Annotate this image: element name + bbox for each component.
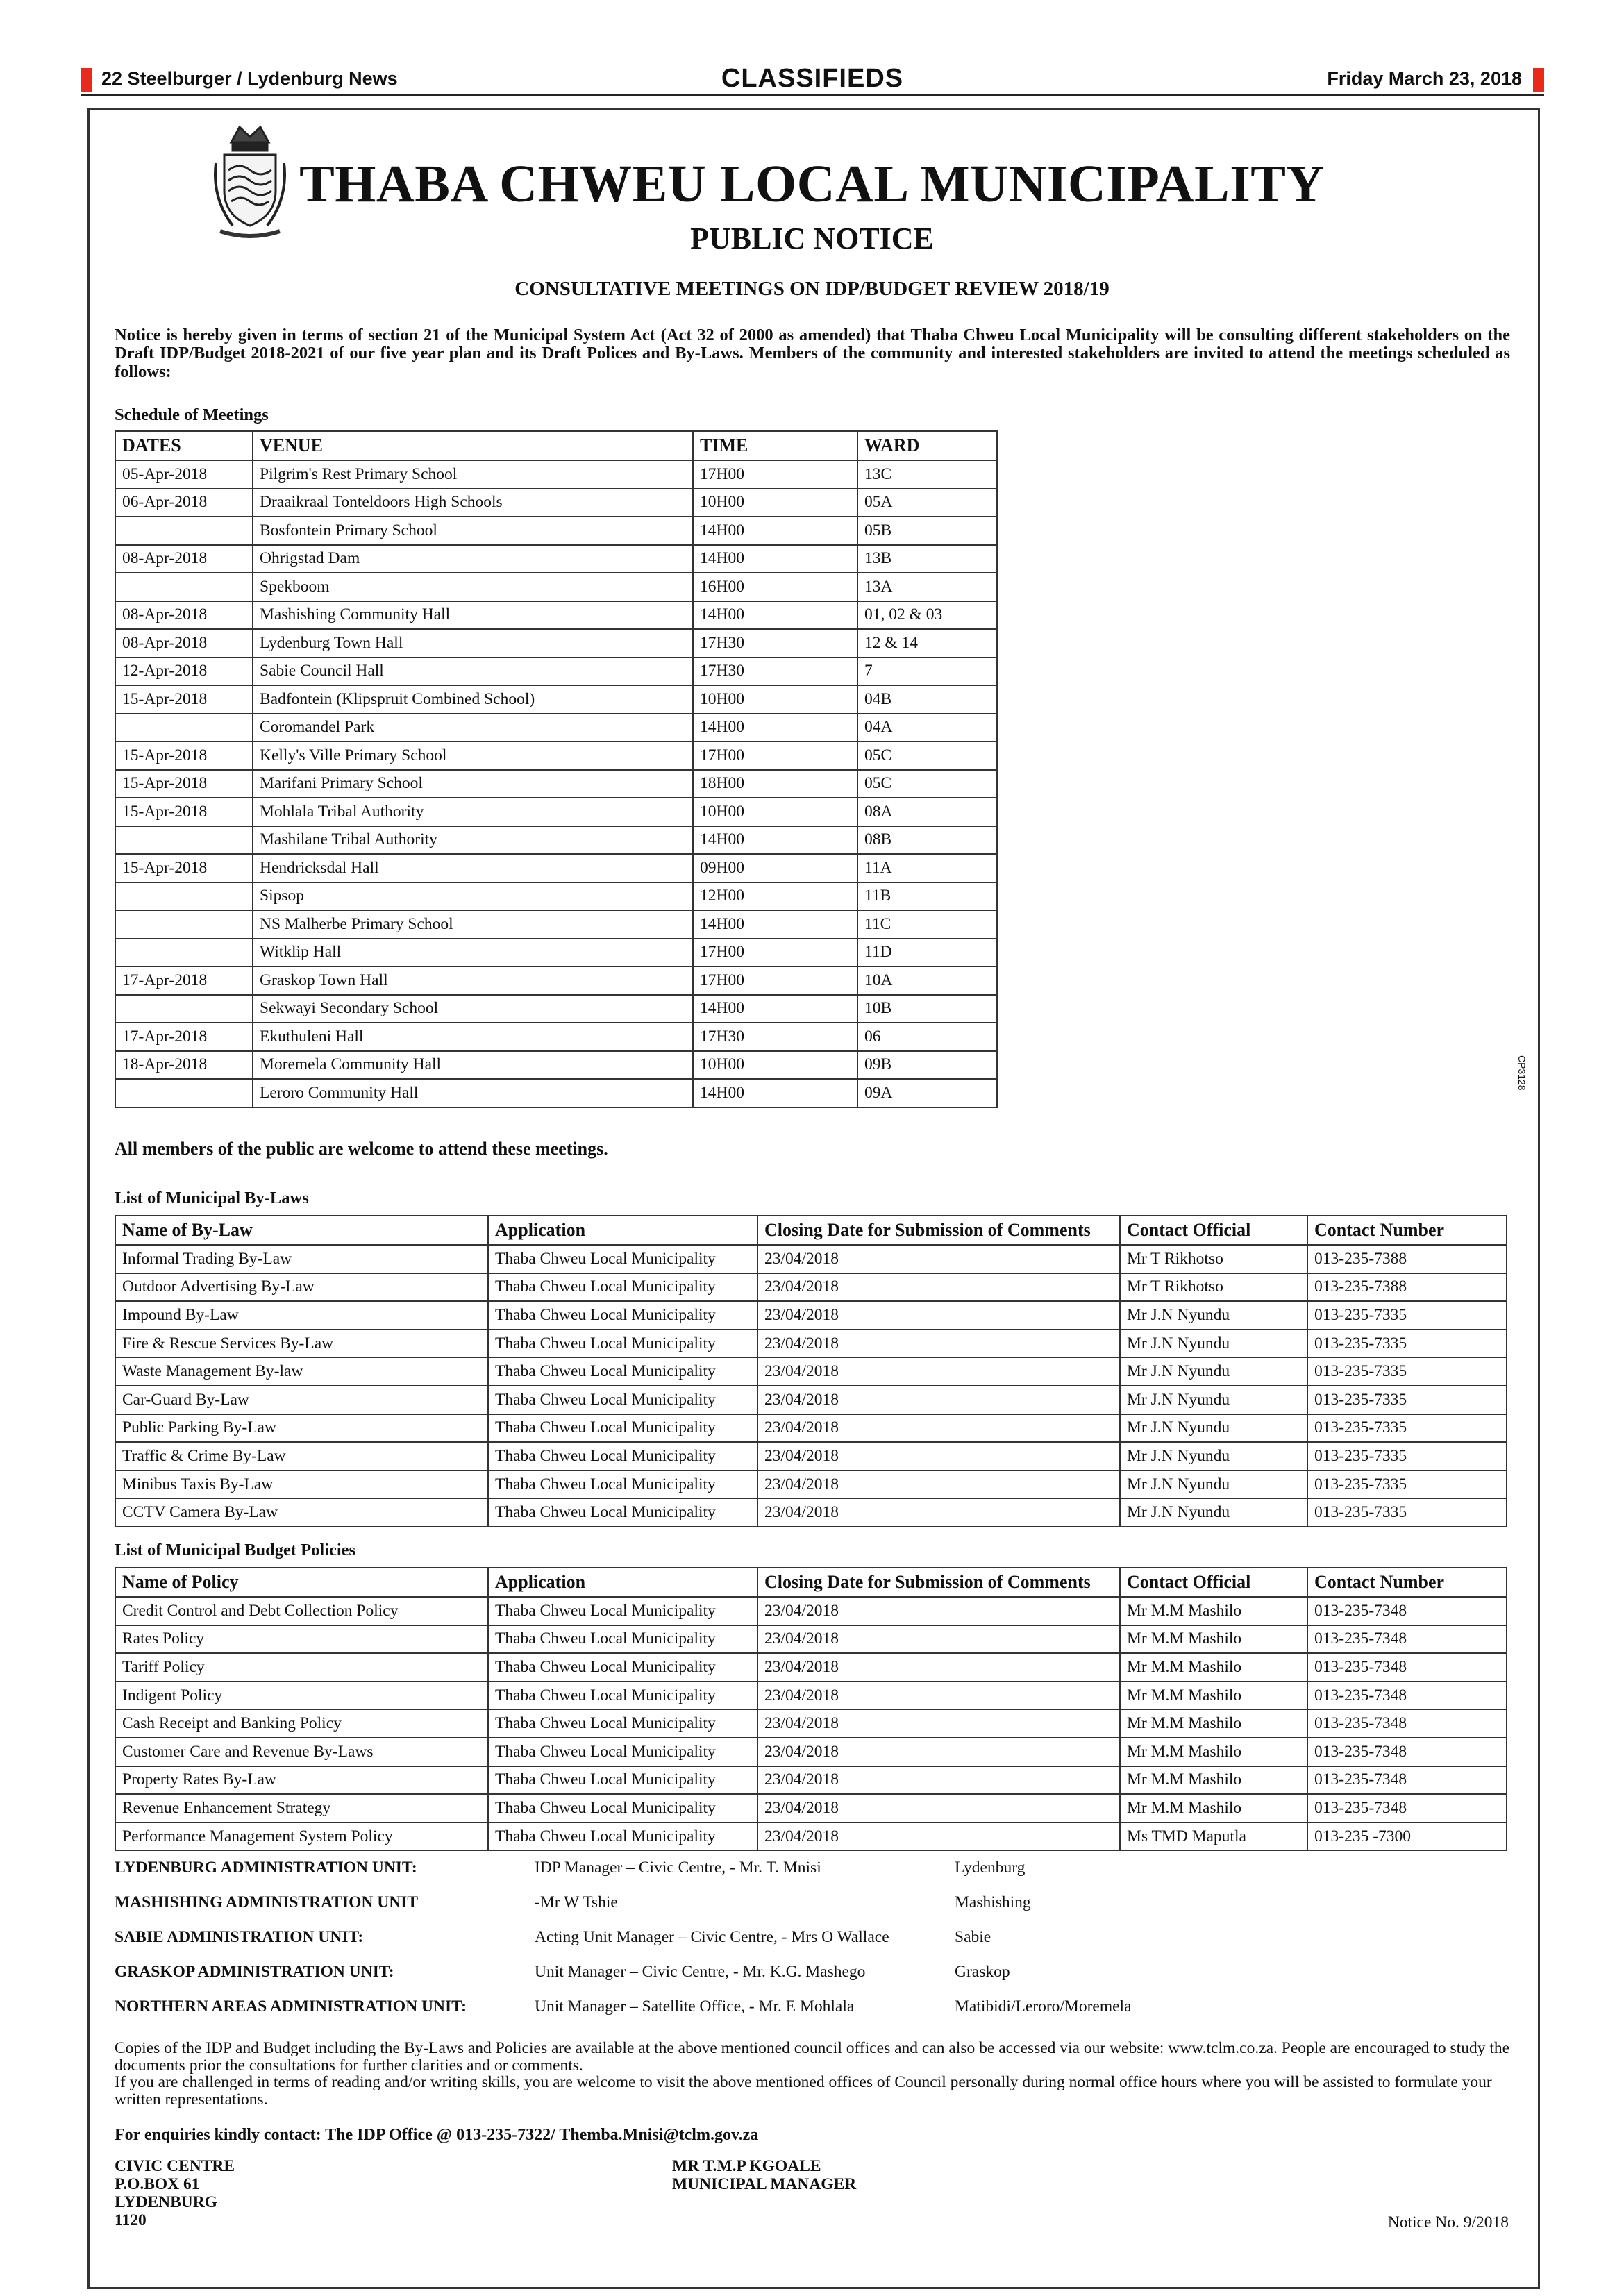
- table-cell: 18H00: [693, 770, 857, 798]
- table-cell: [115, 995, 253, 1023]
- table-cell: Tariff Policy: [115, 1653, 488, 1682]
- table-cell: Ekuthuleni Hall: [253, 1023, 693, 1051]
- table-row: [115, 826, 997, 855]
- table-row: [115, 995, 997, 1023]
- table-cell: [115, 882, 253, 911]
- table-cell: 12H00: [693, 882, 857, 911]
- admin-unit-contact: -Mr W Tshie: [535, 1893, 618, 1911]
- table-cell: Graskop Town Hall: [253, 966, 693, 995]
- table-cell: 13B: [857, 545, 997, 573]
- table-cell: 15-Apr-2018: [115, 798, 253, 826]
- table-cell: 15-Apr-2018: [115, 854, 253, 882]
- admin-unit-name: GRASKOP ADMINISTRATION UNIT:: [115, 1963, 394, 1981]
- table-cell: Thaba Chweu Local Municipality: [488, 1245, 757, 1273]
- table-cell: 17H00: [693, 741, 857, 770]
- table-cell: Mohlala Tribal Authority: [253, 798, 693, 826]
- table-row: [115, 770, 997, 798]
- table-cell: 23/04/2018: [757, 1357, 1120, 1386]
- table-cell: Mr J.N Nyundu: [1120, 1386, 1307, 1414]
- notice-heading: CONSULTATIVE MEETINGS ON IDP/BUDGET REVIEW 2018/19: [514, 278, 1110, 300]
- table-cell: 14H00: [693, 910, 857, 939]
- issue-date: Friday March 23, 2018: [1327, 68, 1522, 89]
- table-cell: Bosfontein Primary School: [253, 517, 693, 545]
- table-cell: 17H00: [693, 939, 857, 967]
- table-cell: Ms TMD Maputla: [1120, 1822, 1307, 1851]
- table-cell: 7: [857, 657, 997, 686]
- table-cell: 23/04/2018: [757, 1653, 1120, 1682]
- table-cell: Mr M.M Mashilo: [1120, 1625, 1307, 1654]
- table-cell: Cash Receipt and Banking Policy: [115, 1709, 488, 1738]
- table-cell: 09H00: [693, 854, 857, 882]
- table-cell: 06: [857, 1023, 997, 1051]
- table-row: [115, 939, 997, 967]
- table-cell: 06-Apr-2018: [115, 489, 253, 517]
- table-cell: 16H00: [693, 573, 857, 601]
- table-cell: 013-235-7335: [1307, 1414, 1507, 1443]
- table-cell: Mr J.N Nyundu: [1120, 1470, 1307, 1499]
- admin-unit-name: NORTHERN AREAS ADMINISTRATION UNIT:: [115, 1997, 467, 2016]
- table-cell: 05C: [857, 741, 997, 770]
- table-cell: CCTV Camera By-Law: [115, 1498, 488, 1527]
- col-header: WARD: [857, 431, 997, 460]
- table-row: [115, 1245, 1507, 1273]
- admin-unit-contact: Unit Manager – Satellite Office, - Mr. E Mohlala: [535, 1997, 855, 2016]
- table-cell: 05-Apr-2018: [115, 460, 253, 489]
- table-cell: 013-235-7348: [1307, 1653, 1507, 1682]
- table-cell: Coromandel Park: [253, 714, 693, 742]
- table-cell: Mr J.N Nyundu: [1120, 1498, 1307, 1527]
- table-cell: 11B: [857, 882, 997, 911]
- table-row: [115, 1273, 1507, 1302]
- table-row: [115, 882, 997, 911]
- table-cell: [115, 910, 253, 939]
- bylaws-header-row: [115, 1216, 1507, 1245]
- table-cell: Waste Management By-law: [115, 1357, 488, 1386]
- table-cell: 013-235-7348: [1307, 1766, 1507, 1795]
- notice-number: Notice No. 9/2018: [1387, 2213, 1509, 2231]
- table-cell: Traffic & Crime By-Law: [115, 1442, 488, 1470]
- table-row: [115, 1330, 1507, 1358]
- table-cell: 18-Apr-2018: [115, 1051, 253, 1080]
- admin-unit-name: SABIE ADMINISTRATION UNIT:: [115, 1928, 364, 1946]
- table-row: [115, 1682, 1507, 1710]
- table-row: [115, 629, 997, 657]
- table-cell: 05B: [857, 517, 997, 545]
- col-header: Application: [488, 1568, 757, 1597]
- table-cell: 23/04/2018: [757, 1245, 1120, 1273]
- signatory: [672, 2158, 856, 2194]
- table-cell: 13C: [857, 460, 997, 489]
- table-cell: Draaikraal Tonteldoors High Schools: [253, 489, 693, 517]
- table-cell: Kelly's Ville Primary School: [253, 741, 693, 770]
- address-line: 1120: [115, 2211, 147, 2229]
- table-cell: 013-235-7335: [1307, 1442, 1507, 1470]
- table-cell: 013-235-7348: [1307, 1738, 1507, 1766]
- table-cell: Thaba Chweu Local Municipality: [488, 1414, 757, 1443]
- table-cell: 10H00: [693, 685, 857, 714]
- table-row: [115, 1625, 1507, 1654]
- table-cell: 013-235-7335: [1307, 1301, 1507, 1330]
- table-cell: Mr M.M Mashilo: [1120, 1766, 1307, 1795]
- table-cell: 23/04/2018: [757, 1625, 1120, 1654]
- table-cell: 013-235-7335: [1307, 1357, 1507, 1386]
- col-header: Name of Policy: [115, 1568, 488, 1597]
- table-cell: 17-Apr-2018: [115, 966, 253, 995]
- table-cell: Thaba Chweu Local Municipality: [488, 1330, 757, 1358]
- table-cell: Thaba Chweu Local Municipality: [488, 1682, 757, 1710]
- table-row: [115, 1822, 1507, 1851]
- intro-paragraph: Notice is hereby given in terms of section 21 of the Municipal System Act (Act 32 of 2000 as amended) that Thaba Chweu Local Municipality will be consulting different stakeholders on the Draft IDP/Budget 2018-2021 of our five year plan and its Draft Polices and By-Laws. Members of the community and interested stakeholders are invited to attend the meetings scheduled as follows:: [115, 326, 1510, 381]
- signatory-name: MR T.M.P KGOALE: [672, 2157, 821, 2175]
- table-cell: 01, 02 & 03: [857, 601, 997, 630]
- admin-unit-place: Mashishing: [955, 1893, 1031, 1911]
- admin-unit-place: Matibidi/Leroro/Moremela: [955, 1997, 1132, 2016]
- table-cell: Spekboom: [253, 573, 693, 601]
- table-cell: 23/04/2018: [757, 1442, 1120, 1470]
- table-row: [115, 1414, 1507, 1443]
- table-cell: Mr J.N Nyundu: [1120, 1301, 1307, 1330]
- table-cell: 05A: [857, 489, 997, 517]
- table-cell: Sipsop: [253, 882, 693, 911]
- admin-unit-name: LYDENBURG ADMINISTRATION UNIT:: [115, 1859, 417, 1877]
- table-cell: Mr J.N Nyundu: [1120, 1330, 1307, 1358]
- table-cell: Mashishing Community Hall: [253, 601, 693, 630]
- table-cell: 08A: [857, 798, 997, 826]
- table-row: [115, 1079, 997, 1107]
- table-cell: Sekwayi Secondary School: [253, 995, 693, 1023]
- table-cell: [115, 826, 253, 855]
- table-cell: Leroro Community Hall: [253, 1079, 693, 1107]
- table-row: [115, 1470, 1507, 1499]
- table-cell: Thaba Chweu Local Municipality: [488, 1709, 757, 1738]
- table-cell: 08B: [857, 826, 997, 855]
- table-cell: Thaba Chweu Local Municipality: [488, 1357, 757, 1386]
- table-cell: Public Parking By-Law: [115, 1414, 488, 1443]
- table-row: [115, 545, 997, 573]
- table-cell: Rates Policy: [115, 1625, 488, 1654]
- public-notice-title: PUBLIC NOTICE: [690, 221, 934, 255]
- table-cell: 013-235-7348: [1307, 1682, 1507, 1710]
- table-row: [115, 798, 997, 826]
- table-row: [115, 1498, 1507, 1527]
- table-cell: Mr T Rikhotso: [1120, 1245, 1307, 1273]
- table-cell: 09A: [857, 1079, 997, 1107]
- table-cell: 09B: [857, 1051, 997, 1080]
- table-cell: 15-Apr-2018: [115, 685, 253, 714]
- header-rule: [81, 94, 1544, 96]
- table-cell: 17H30: [693, 1023, 857, 1051]
- table-cell: 23/04/2018: [757, 1330, 1120, 1358]
- table-cell: Thaba Chweu Local Municipality: [488, 1822, 757, 1851]
- table-cell: 013-235-7335: [1307, 1498, 1507, 1527]
- ad-code: CP3128: [1516, 1055, 1527, 1091]
- col-header: DATES: [115, 431, 253, 460]
- table-cell: Performance Management System Policy: [115, 1822, 488, 1851]
- table-cell: 10H00: [693, 1051, 857, 1080]
- table-cell: 10A: [857, 966, 997, 995]
- table-cell: 013-235 -7300: [1307, 1822, 1507, 1851]
- table-cell: Thaba Chweu Local Municipality: [488, 1470, 757, 1499]
- table-cell: 17H30: [693, 629, 857, 657]
- admin-unit-contact: IDP Manager – Civic Centre, - Mr. T. Mnisi: [535, 1859, 821, 1877]
- table-cell: Badfontein (Klipspruit Combined School): [253, 685, 693, 714]
- table-cell: 23/04/2018: [757, 1822, 1120, 1851]
- table-cell: Minibus Taxis By-Law: [115, 1470, 488, 1499]
- address-line: LYDENBURG: [115, 2193, 217, 2211]
- table-cell: 11C: [857, 910, 997, 939]
- copies-paragraph: [115, 2040, 1510, 2109]
- table-cell: [115, 1079, 253, 1107]
- table-cell: Thaba Chweu Local Municipality: [488, 1653, 757, 1682]
- copies-text: Copies of the IDP and Budget including the By-Laws and Policies are available at the above mentioned council offices and can also be accessed via our website: www.tclm.co.za. People are encouraged to study the documents prior the consultations for further clarities and or comments.: [115, 2039, 1510, 2075]
- table-row: [115, 685, 997, 714]
- admin-unit-contact: Unit Manager – Civic Centre, - Mr. K.G. Mashego: [535, 1963, 866, 1981]
- table-cell: Thaba Chweu Local Municipality: [488, 1442, 757, 1470]
- address-line: P.O.BOX 61: [115, 2175, 200, 2193]
- admin-unit-contact: Acting Unit Manager – Civic Centre, - Mrs O Wallace: [535, 1928, 889, 1946]
- bylaws-label: List of Municipal By-Laws: [115, 1189, 309, 1207]
- table-cell: Sabie Council Hall: [253, 657, 693, 686]
- table-row: [115, 601, 997, 630]
- table-row: [115, 741, 997, 770]
- table-cell: Thaba Chweu Local Municipality: [488, 1498, 757, 1527]
- admin-unit-place: Graskop: [955, 1963, 1010, 1981]
- enquiries-line: For enquiries kindly contact: The IDP Office @ 013-235-7322/ Themba.Mnisi@tclm.gov.za: [115, 2126, 759, 2144]
- table-cell: Mr J.N Nyundu: [1120, 1442, 1307, 1470]
- col-header: Contact Number: [1307, 1568, 1507, 1597]
- table-row: [115, 1738, 1507, 1766]
- table-cell: 23/04/2018: [757, 1738, 1120, 1766]
- table-cell: 23/04/2018: [757, 1301, 1120, 1330]
- table-cell: 013-235-7335: [1307, 1470, 1507, 1499]
- table-cell: 10H00: [693, 798, 857, 826]
- table-cell: 11A: [857, 854, 997, 882]
- table-cell: 12-Apr-2018: [115, 657, 253, 686]
- table-cell: [115, 573, 253, 601]
- table-cell: Mr M.M Mashilo: [1120, 1794, 1307, 1822]
- table-cell: 04B: [857, 685, 997, 714]
- table-row: [115, 1442, 1507, 1470]
- paper-name: 22 Steelburger / Lydenburg News: [101, 68, 398, 89]
- table-row: [115, 1597, 1507, 1625]
- table-cell: Ohrigstad Dam: [253, 545, 693, 573]
- address-line: CIVIC CENTRE: [115, 2157, 235, 2175]
- table-cell: 14H00: [693, 826, 857, 855]
- table-row: [115, 1653, 1507, 1682]
- table-row: [115, 854, 997, 882]
- admin-unit-name: MASHISHING ADMINISTRATION UNIT: [115, 1893, 418, 1911]
- table-cell: 17H00: [693, 460, 857, 489]
- table-cell: Revenue Enhancement Strategy: [115, 1794, 488, 1822]
- table-cell: 23/04/2018: [757, 1766, 1120, 1795]
- table-cell: Pilgrim's Rest Primary School: [253, 460, 693, 489]
- col-header: Name of By-Law: [115, 1216, 488, 1245]
- table-cell: 013-235-7388: [1307, 1245, 1507, 1273]
- municipality-title: THABA CHWEU LOCAL MUNICIPALITY: [299, 155, 1325, 213]
- table-row: [115, 1709, 1507, 1738]
- col-header: VENUE: [253, 431, 693, 460]
- table-row: [115, 1357, 1507, 1386]
- table-row: [115, 1386, 1507, 1414]
- table-cell: 12 & 14: [857, 629, 997, 657]
- table-cell: Indigent Policy: [115, 1682, 488, 1710]
- table-cell: Mr J.N Nyundu: [1120, 1414, 1307, 1443]
- table-cell: 10H00: [693, 489, 857, 517]
- table-cell: Thaba Chweu Local Municipality: [488, 1386, 757, 1414]
- table-cell: Mr T Rikhotso: [1120, 1273, 1307, 1302]
- welcome-line: All members of the public are welcome to attend these meetings.: [115, 1139, 608, 1159]
- table-cell: Mr M.M Mashilo: [1120, 1709, 1307, 1738]
- table-cell: 17H30: [693, 657, 857, 686]
- table-row: [115, 657, 997, 686]
- admin-unit-place: Lydenburg: [955, 1859, 1026, 1877]
- table-cell: Outdoor Advertising By-Law: [115, 1273, 488, 1302]
- table-cell: 013-235-7388: [1307, 1273, 1507, 1302]
- table-cell: Moremela Community Hall: [253, 1051, 693, 1080]
- table-cell: [115, 939, 253, 967]
- section-title: CLASSIFIEDS: [721, 64, 904, 93]
- table-cell: 17H00: [693, 966, 857, 995]
- table-cell: 013-235-7348: [1307, 1709, 1507, 1738]
- schedule-table: [115, 430, 998, 1108]
- table-cell: [115, 517, 253, 545]
- table-row: [115, 1794, 1507, 1822]
- table-cell: 11D: [857, 939, 997, 967]
- table-row: [115, 517, 997, 545]
- table-cell: 15-Apr-2018: [115, 741, 253, 770]
- col-header: Contact Official: [1120, 1568, 1307, 1597]
- table-cell: 14H00: [693, 714, 857, 742]
- table-row: [115, 489, 997, 517]
- table-cell: 14H00: [693, 517, 857, 545]
- table-cell: 08-Apr-2018: [115, 601, 253, 630]
- signatory-title: MUNICIPAL MANAGER: [672, 2175, 857, 2193]
- table-cell: Lydenburg Town Hall: [253, 629, 693, 657]
- table-cell: 23/04/2018: [757, 1414, 1120, 1443]
- table-cell: NS Malherbe Primary School: [253, 910, 693, 939]
- table-row: [115, 714, 997, 742]
- table-cell: Credit Control and Debt Collection Policy: [115, 1597, 488, 1625]
- col-header: Closing Date for Submission of Comments: [757, 1568, 1120, 1597]
- schedule-header-row: [115, 431, 997, 460]
- table-cell: Hendricksdal Hall: [253, 854, 693, 882]
- table-cell: 14H00: [693, 545, 857, 573]
- table-row: [115, 460, 997, 489]
- col-header: Application: [488, 1216, 757, 1245]
- table-cell: 05C: [857, 770, 997, 798]
- newspaper-header: [81, 65, 1544, 93]
- table-cell: Customer Care and Revenue By-Laws: [115, 1738, 488, 1766]
- table-cell: 10B: [857, 995, 997, 1023]
- table-cell: Thaba Chweu Local Municipality: [488, 1625, 757, 1654]
- table-row: [115, 910, 997, 939]
- table-cell: 17-Apr-2018: [115, 1023, 253, 1051]
- table-cell: 14H00: [693, 1079, 857, 1107]
- table-cell: Mr J.N Nyundu: [1120, 1357, 1307, 1386]
- table-cell: Witklip Hall: [253, 939, 693, 967]
- table-row: [115, 1051, 997, 1080]
- table-cell: 13A: [857, 573, 997, 601]
- table-cell: Thaba Chweu Local Municipality: [488, 1794, 757, 1822]
- table-cell: 14H00: [693, 995, 857, 1023]
- schedule-label: Schedule of Meetings: [115, 405, 269, 424]
- policies-label: List of Municipal Budget Policies: [115, 1541, 356, 1559]
- table-cell: 013-235-7348: [1307, 1794, 1507, 1822]
- table-row: [115, 1766, 1507, 1795]
- table-cell: 013-235-7335: [1307, 1386, 1507, 1414]
- bylaws-table: [115, 1215, 1507, 1527]
- table-cell: 23/04/2018: [757, 1386, 1120, 1414]
- table-cell: Thaba Chweu Local Municipality: [488, 1273, 757, 1302]
- col-header: Contact Number: [1307, 1216, 1507, 1245]
- table-cell: Fire & Rescue Services By-Law: [115, 1330, 488, 1358]
- policies-table: [115, 1567, 1507, 1851]
- table-row: [115, 1301, 1507, 1330]
- table-cell: 15-Apr-2018: [115, 770, 253, 798]
- col-header: TIME: [693, 431, 857, 460]
- table-cell: Mr M.M Mashilo: [1120, 1682, 1307, 1710]
- table-cell: Mr M.M Mashilo: [1120, 1738, 1307, 1766]
- table-cell: 013-235-7335: [1307, 1330, 1507, 1358]
- table-cell: Thaba Chweu Local Municipality: [488, 1597, 757, 1625]
- table-cell: 23/04/2018: [757, 1470, 1120, 1499]
- table-cell: [115, 714, 253, 742]
- table-cell: 23/04/2018: [757, 1682, 1120, 1710]
- table-cell: Thaba Chweu Local Municipality: [488, 1766, 757, 1795]
- table-cell: 23/04/2018: [757, 1709, 1120, 1738]
- table-cell: Mr M.M Mashilo: [1120, 1597, 1307, 1625]
- table-cell: 08-Apr-2018: [115, 629, 253, 657]
- policies-header-row: [115, 1568, 1507, 1597]
- table-cell: Informal Trading By-Law: [115, 1245, 488, 1273]
- table-cell: Marifani Primary School: [253, 770, 693, 798]
- table-cell: Thaba Chweu Local Municipality: [488, 1738, 757, 1766]
- table-cell: 013-235-7348: [1307, 1625, 1507, 1654]
- admin-unit-place: Sabie: [955, 1928, 991, 1946]
- postal-address: [115, 2158, 235, 2229]
- table-cell: 23/04/2018: [757, 1498, 1120, 1527]
- table-cell: Car-Guard By-Law: [115, 1386, 488, 1414]
- table-row: [115, 573, 997, 601]
- table-cell: 04A: [857, 714, 997, 742]
- table-cell: 14H00: [693, 601, 857, 630]
- table-cell: 23/04/2018: [757, 1273, 1120, 1302]
- table-cell: Mr M.M Mashilo: [1120, 1653, 1307, 1682]
- table-cell: 23/04/2018: [757, 1794, 1120, 1822]
- table-row: [115, 966, 997, 995]
- table-cell: Impound By-Law: [115, 1301, 488, 1330]
- red-marker-right: [1533, 68, 1544, 92]
- table-row: [115, 1023, 997, 1051]
- table-cell: 23/04/2018: [757, 1597, 1120, 1625]
- table-cell: Thaba Chweu Local Municipality: [488, 1301, 757, 1330]
- col-header: Closing Date for Submission of Comments: [757, 1216, 1120, 1245]
- table-cell: 08-Apr-2018: [115, 545, 253, 573]
- table-cell: Mashilane Tribal Authority: [253, 826, 693, 855]
- assistance-text: If you are challenged in terms of reading and/or writing skills, you are welcome to visit the above mentioned offices of Council personally during normal office hours where you will be assisted to formulate your written representations.: [115, 2073, 1492, 2109]
- col-header: Contact Official: [1120, 1216, 1307, 1245]
- table-cell: Property Rates By-Law: [115, 1766, 488, 1795]
- table-cell: 013-235-7348: [1307, 1597, 1507, 1625]
